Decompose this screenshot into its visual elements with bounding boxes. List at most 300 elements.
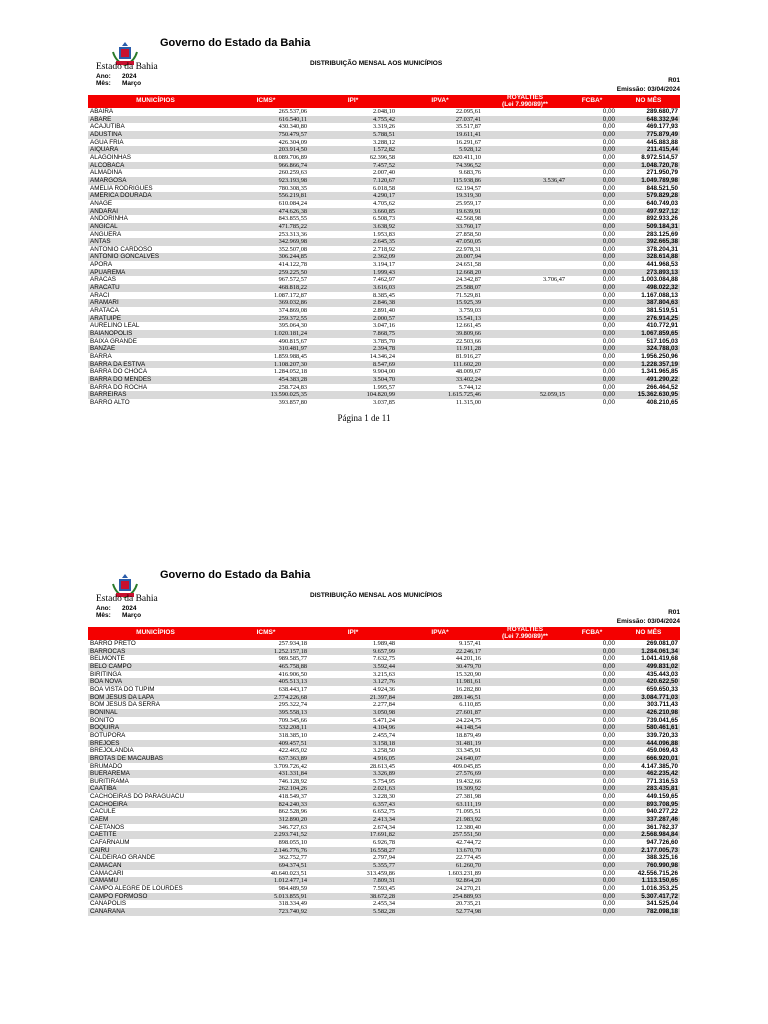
table-row (88, 755, 680, 763)
total-cell: 3.084.771,03 (617, 694, 680, 702)
total-cell: 579.829,28 (617, 192, 680, 200)
royalties-cell (483, 747, 567, 755)
table-row (88, 315, 680, 323)
icms-cell: 1.859.988,45 (273, 353, 307, 360)
municipio-cell: BRUMADO (90, 762, 123, 770)
royalties-label: ROYALTIES (506, 94, 544, 101)
municipio-cell: CACHOEIRA (88, 801, 223, 809)
ipva-cell: 22.503,66 (455, 337, 481, 345)
municipio-cell: ARACI (90, 291, 110, 299)
fcba-cell: 0,00 (567, 785, 617, 793)
royalties-cell (483, 755, 567, 763)
total-cell: 8.972.514,57 (641, 153, 678, 161)
municipio-cell: ALCOBACA (88, 162, 223, 170)
ipva-cell: 61.260,70 (397, 862, 483, 870)
ipva-cell: 22.774,45 (455, 854, 481, 862)
municipio-cell: BROTAS DE MACAUBAS (88, 755, 223, 763)
total-cell: 283.435,81 (617, 785, 680, 793)
ipva-cell: 24.342,87 (455, 276, 481, 284)
table-row (88, 292, 680, 300)
royalties-cell (483, 885, 567, 893)
royalties-cell (483, 322, 567, 330)
table-row (88, 663, 680, 671)
ipva-cell: 9.157,41 (458, 640, 481, 647)
table-row (88, 238, 680, 246)
total-cell: 5.307.417,72 (617, 893, 680, 901)
icms-cell: 409.457,51 (223, 740, 309, 748)
total-cell: 387.804,63 (617, 299, 680, 307)
ipva-cell: 11.315,00 (456, 398, 481, 406)
document-title: DISTRIBUIÇÃO MENSAL AOS MUNICÍPIOS (310, 60, 443, 67)
period-info (96, 73, 141, 87)
fcba-cell: 0,00 (602, 885, 615, 892)
municipio-cell: ANTONIO CARDOSO (90, 245, 153, 253)
table-row (88, 648, 680, 656)
royalties-cell (483, 770, 567, 778)
table-row (88, 671, 680, 679)
logo-caption: Estado da Bahia (96, 62, 158, 72)
royalties-cell (483, 893, 567, 901)
ipva-cell: 74.396,52 (397, 162, 483, 170)
fcba-cell: 0,00 (602, 731, 615, 739)
table-row (88, 139, 680, 147)
total-cell: 444.096,88 (617, 740, 680, 748)
royalties-cell (483, 284, 567, 292)
table-row (88, 908, 680, 916)
municipio-cell: AMERICA DOURADA (88, 192, 223, 200)
ipva-cell: 1.615.725,46 (397, 391, 483, 399)
royalties-cell (483, 801, 567, 809)
icms-cell: 260.259,63 (278, 169, 307, 177)
fcba-cell: 0,00 (602, 640, 615, 647)
table-row (88, 384, 680, 392)
ipi-cell: 2.797,94 (372, 854, 395, 862)
ipi-cell: 3.158,18 (309, 740, 397, 748)
ipi-cell: 6.652,75 (372, 808, 395, 816)
col-municipios: MUNICÍPIOS (88, 627, 223, 640)
page-header (88, 569, 680, 627)
ipi-cell: 2.394,78 (309, 345, 397, 353)
fcba-cell: 0,00 (567, 862, 617, 870)
fcba-cell: 0,00 (567, 847, 617, 855)
ipi-cell: 17.691,82 (309, 831, 397, 839)
municipio-cell: CAMPO FORMOSO (88, 893, 223, 901)
municipio-cell: BONITO (90, 716, 115, 724)
fcba-cell: 0,00 (567, 391, 617, 399)
municipio-cell: CAETITE (88, 831, 223, 839)
fcba-cell: 0,00 (602, 261, 615, 269)
table-row (88, 763, 680, 771)
icms-cell: 637.363,89 (223, 755, 309, 763)
fcba-cell: 0,00 (567, 908, 617, 916)
royalties-cell (483, 793, 567, 801)
icms-cell: 532.208,11 (223, 724, 309, 732)
ipva-cell: 5.744,12 (458, 383, 481, 391)
ipva-cell: 25.959,17 (455, 199, 481, 207)
municipio-cell: CAATIBA (88, 785, 223, 793)
ipi-cell: 2.048,10 (372, 108, 395, 115)
ipva-cell: 19.309,92 (397, 785, 483, 793)
icms-cell: 1.087.172,87 (273, 291, 307, 299)
icms-cell: 923.193,98 (223, 177, 309, 185)
municipio-cell: CAMACARI (90, 869, 124, 877)
col-ipi: IPI* (309, 627, 397, 640)
municipio-cell: CAFARNAUM (90, 839, 130, 847)
royalties-cell (483, 694, 567, 702)
fcba-cell: 0,00 (602, 685, 615, 693)
royalties-cell (483, 778, 567, 786)
ipi-cell: 21.397,84 (309, 694, 397, 702)
royalties-cell (483, 648, 567, 656)
ipi-cell: 3.319,26 (372, 123, 395, 131)
ipva-cell: 47.050,05 (397, 238, 483, 246)
total-cell: 640.749,03 (646, 199, 678, 207)
fcba-cell: 0,00 (602, 701, 615, 709)
total-cell: 266.464,52 (646, 383, 678, 391)
royalties-cell (483, 192, 567, 200)
issue-date: Emissão: 03/04/2024 (616, 618, 680, 625)
icms-cell: 1.108.207,30 (223, 361, 309, 369)
ipva-cell: 81.916,27 (455, 353, 481, 360)
ipi-cell: 7.593,45 (372, 885, 395, 892)
ipva-cell: 30.479,70 (397, 663, 483, 671)
royalties-cell (483, 108, 567, 116)
table-row (88, 740, 680, 748)
ipi-cell: 5.754,95 (372, 777, 395, 785)
col-icms: ICMS* (223, 95, 309, 108)
ipi-cell: 2.674,34 (372, 823, 395, 831)
ipva-cell: 42.568,98 (455, 215, 481, 223)
royalties-cell (483, 717, 567, 725)
ipva-cell: 33.760,17 (397, 223, 483, 231)
icms-cell: 474.626,38 (223, 208, 309, 216)
fcba-cell: 0,00 (567, 816, 617, 824)
col-royalties (483, 95, 567, 108)
icms-cell: 346.727,63 (278, 823, 307, 831)
table-row (88, 269, 680, 277)
table-row (88, 686, 680, 694)
ipi-cell: 8.547,69 (309, 361, 397, 369)
total-cell: 1.228.357,19 (617, 361, 680, 369)
ipva-cell: 11.911,28 (397, 345, 483, 353)
report-code: R01 (668, 609, 680, 616)
icms-cell: 422.465,02 (278, 747, 307, 755)
icms-cell: 405.513,13 (223, 678, 309, 686)
total-cell: 324.788,03 (617, 345, 680, 353)
icms-cell: 259.372,55 (223, 315, 309, 323)
ipva-cell: 257.551,50 (397, 831, 483, 839)
ipi-cell: 313.459,86 (366, 869, 395, 877)
icms-cell: 5.013.855,91 (223, 893, 309, 901)
municipio-cell: ANTONIO GONCALVES (88, 253, 223, 261)
ipva-cell: 24.224,75 (455, 716, 481, 724)
ipva-cell: 20.007,94 (397, 253, 483, 261)
icms-cell: 393.857,80 (278, 398, 307, 406)
total-cell: 426.210,98 (617, 709, 680, 717)
royalties-cell (483, 238, 567, 246)
royalties-cell (483, 162, 567, 170)
total-cell: 648.332,94 (617, 116, 680, 124)
ipva-cell: 20.735,21 (455, 900, 481, 908)
table-row (88, 839, 680, 847)
ipi-cell: 1.572,82 (309, 146, 397, 154)
fcba-cell: 0,00 (567, 162, 617, 170)
icms-cell: 416.906,50 (278, 670, 307, 678)
total-cell: 1.048.720,78 (617, 162, 680, 170)
royalties-cell (483, 315, 567, 323)
icms-cell: 310.481,97 (223, 345, 309, 353)
icms-cell: 898.055,10 (278, 839, 307, 847)
fcba-cell: 0,00 (602, 900, 615, 908)
royalties-cell (483, 215, 567, 223)
table-row (88, 246, 680, 254)
ipva-cell: 27.576,69 (397, 770, 483, 778)
ipi-cell: 3.047,16 (372, 322, 395, 330)
ipva-cell: 25.588,07 (397, 284, 483, 292)
ipi-cell: 7.809,31 (309, 877, 397, 885)
fcba-cell: 0,00 (567, 648, 617, 656)
total-cell: 892.933,26 (646, 215, 678, 223)
fcba-cell: 0,00 (602, 108, 615, 115)
fcba-cell: 0,00 (567, 831, 617, 839)
icms-cell: 454.383,28 (223, 376, 309, 384)
icms-cell: 258.724,83 (278, 383, 307, 391)
ipva-cell: 1.603.231,89 (447, 869, 481, 877)
ipva-cell: 15.541,13 (397, 315, 483, 323)
municipio-cell: ABAIRA (90, 108, 114, 115)
table-row (88, 877, 680, 885)
royalties-cell (483, 671, 567, 679)
royalties-cell (483, 231, 567, 239)
ipi-cell: 3.592,44 (309, 663, 397, 671)
royalties-cell (483, 299, 567, 307)
table-row (88, 724, 680, 732)
ipi-cell: 7.632,75 (372, 655, 395, 663)
royalties-cell (483, 854, 567, 862)
municipio-cell: ARATUIPE (88, 315, 223, 323)
municipio-cell: BELO CAMPO (88, 663, 223, 671)
fcba-cell: 0,00 (567, 361, 617, 369)
ipva-cell: 24.640,07 (397, 755, 483, 763)
fcba-cell: 0,00 (567, 663, 617, 671)
total-cell: 4.147.385,70 (641, 762, 678, 770)
municipio-cell: ANGICAL (88, 223, 223, 231)
distribution-table (88, 95, 680, 407)
royalties-cell (483, 253, 567, 261)
table-row (88, 284, 680, 292)
municipio-cell: BOA NOVA (88, 678, 223, 686)
municipio-cell: BIRITINGA (90, 670, 122, 678)
royalties-cell (483, 154, 567, 162)
fcba-cell: 0,00 (602, 398, 615, 406)
table-row (88, 338, 680, 346)
municipio-cell: BARREIRAS (88, 391, 223, 399)
royalties-cell (483, 169, 567, 177)
fcba-cell: 0,00 (602, 337, 615, 345)
icms-cell: 418.549,37 (278, 793, 307, 801)
municipio-cell: BOA VISTA DO TUPIM (90, 685, 155, 693)
total-cell: 378.204,31 (646, 245, 678, 253)
ipva-cell: 6.110,85 (459, 701, 481, 709)
ipi-cell: 3.258,50 (372, 747, 395, 755)
table-row (88, 808, 680, 816)
icms-cell: 8.089.706,89 (273, 153, 307, 161)
ipi-cell: 7.120,67 (309, 177, 397, 185)
distribution-table (88, 627, 680, 916)
month-label: Mês: (96, 80, 111, 87)
royalties-cell (483, 223, 567, 231)
table-header-row (88, 627, 680, 640)
royalties-cell (483, 200, 567, 208)
ipi-cell: 2.413,34 (309, 816, 397, 824)
icms-cell: 616.540,11 (223, 116, 309, 124)
royalties-cell (483, 185, 567, 193)
col-ipva: IPVA* (397, 627, 483, 640)
royalties-cell: 52.059,15 (483, 391, 567, 399)
royalties-cell (483, 116, 567, 124)
ipva-cell: 19.319,30 (397, 192, 483, 200)
municipio-cell: BARRA DA ESTIVA (88, 361, 223, 369)
municipio-cell: BONINAL (88, 709, 223, 717)
municipio-cell: BURITIRAMA (90, 777, 129, 785)
fcba-cell: 0,00 (602, 353, 615, 360)
icms-cell: 306.244,85 (223, 253, 309, 261)
royalties-cell (483, 399, 567, 407)
municipio-cell: AMELIA RODRIGUES (90, 184, 153, 192)
fcba-cell: 0,00 (567, 893, 617, 901)
ipva-cell: 254.889,93 (397, 893, 483, 901)
government-title: Governo do Estado da Bahia (160, 569, 311, 581)
table-row (88, 701, 680, 709)
table-row (88, 177, 680, 185)
total-cell: 408.210,65 (646, 398, 678, 406)
ipi-cell: 7.462,97 (372, 276, 395, 284)
royalties-cell (483, 785, 567, 793)
icms-cell: 966.866,74 (223, 162, 309, 170)
total-cell: 289.680,77 (646, 108, 678, 115)
total-cell: 341.525,04 (646, 900, 678, 908)
fcba-cell: 0,00 (567, 192, 617, 200)
fcba-cell: 0,00 (602, 655, 615, 663)
royalties-cell (483, 678, 567, 686)
icms-cell: 780.308,35 (278, 184, 307, 192)
icms-cell: 395.064,30 (278, 322, 307, 330)
table-row (88, 368, 680, 376)
report-code: R01 (668, 77, 680, 84)
municipio-cell: ANDARAI (88, 208, 223, 216)
ipi-cell: 9.657,99 (309, 648, 397, 656)
ipva-cell: 409.045,85 (452, 762, 481, 770)
table-row (88, 307, 680, 315)
royalties-cell (483, 123, 567, 131)
total-cell: 659.650,33 (646, 685, 678, 693)
page-header (88, 37, 680, 95)
table-row (88, 345, 680, 353)
ipi-cell: 2.277,84 (372, 701, 395, 709)
icms-cell: 414.122,78 (278, 261, 307, 269)
municipio-cell: BOTUPORA (90, 731, 126, 739)
total-cell: 435.443,03 (646, 670, 678, 678)
municipio-cell: BARRA DO ROCHA (90, 383, 148, 391)
royalties-law: (Lei 7.990/89)** (502, 632, 548, 640)
ipi-cell: 3.326,89 (309, 770, 397, 778)
municipio-cell: ADUSTINA (88, 131, 223, 139)
fcba-cell: 0,00 (567, 376, 617, 384)
ipi-cell: 2.455,34 (372, 900, 395, 908)
municipio-cell: BARROCAS (88, 648, 223, 656)
municipio-cell: BANZAE (88, 345, 223, 353)
icms-cell: 318.334,49 (278, 900, 307, 908)
table-row (88, 801, 680, 809)
municipio-cell: BREJOES (88, 740, 223, 748)
table-row (88, 162, 680, 170)
table-row (88, 893, 680, 901)
royalties-cell (483, 808, 567, 816)
total-cell: 1.167.088,13 (641, 291, 678, 299)
ipva-cell: 12.380,40 (455, 823, 481, 831)
total-cell: 42.556.715,26 (637, 869, 678, 877)
icms-cell: 843.855,55 (278, 215, 307, 223)
ipva-cell: 289.146,51 (397, 694, 483, 702)
ipi-cell: 6.018,58 (372, 184, 395, 192)
ipva-cell: 24.651,58 (455, 261, 481, 269)
total-cell: 339.720,33 (646, 731, 678, 739)
municipio-cell: ANTAS (88, 238, 223, 246)
royalties-cell (483, 146, 567, 154)
fcba-cell: 0,00 (602, 368, 615, 376)
fcba-cell: 0,00 (567, 801, 617, 809)
year-value: 2024 (122, 73, 137, 80)
municipio-cell: BARRA DO MENDES (88, 376, 223, 384)
fcba-cell: 0,00 (602, 777, 615, 785)
fcba-cell: 0,00 (602, 762, 615, 770)
fcba-cell: 0,00 (602, 854, 615, 862)
total-cell: 381.519,51 (646, 307, 678, 315)
table-row (88, 215, 680, 223)
table-row (88, 770, 680, 778)
municipio-cell: ACAJUTIBA (90, 123, 125, 131)
icms-cell: 1.020.181,24 (223, 330, 309, 338)
table-row (88, 831, 680, 839)
ipva-cell: 33.345,91 (455, 747, 481, 755)
table-row (88, 253, 680, 261)
icms-cell: 318.385,10 (278, 731, 307, 739)
table-row (88, 276, 680, 284)
royalties-cell (483, 368, 567, 376)
municipio-cell: ALAGOINHAS (90, 153, 131, 161)
fcba-cell: 0,00 (602, 839, 615, 847)
icms-cell: 431.331,84 (223, 770, 309, 778)
icms-cell: 342.969,98 (223, 238, 309, 246)
ipva-cell: 24.270,21 (455, 885, 481, 892)
fcba-cell: 0,00 (567, 740, 617, 748)
total-cell: 271.950,79 (646, 169, 678, 177)
municipio-cell: ABARE (88, 116, 223, 124)
fcba-cell: 0,00 (567, 315, 617, 323)
royalties-cell (483, 831, 567, 839)
municipio-cell: BOM JESUS DA SERRA (90, 701, 160, 709)
total-cell: 782.098,18 (617, 908, 680, 916)
municipio-cell: CANARANA (88, 908, 223, 916)
municipio-cell: ARACATU (88, 284, 223, 292)
table-row (88, 353, 680, 361)
table-row (88, 824, 680, 832)
col-total: NO MÊS (617, 95, 680, 108)
fcba-cell: 0,00 (602, 199, 615, 207)
fcba-cell: 0,00 (567, 709, 617, 717)
total-cell: 1.113.150,65 (617, 877, 680, 885)
ipi-cell: 2.645,35 (309, 238, 397, 246)
